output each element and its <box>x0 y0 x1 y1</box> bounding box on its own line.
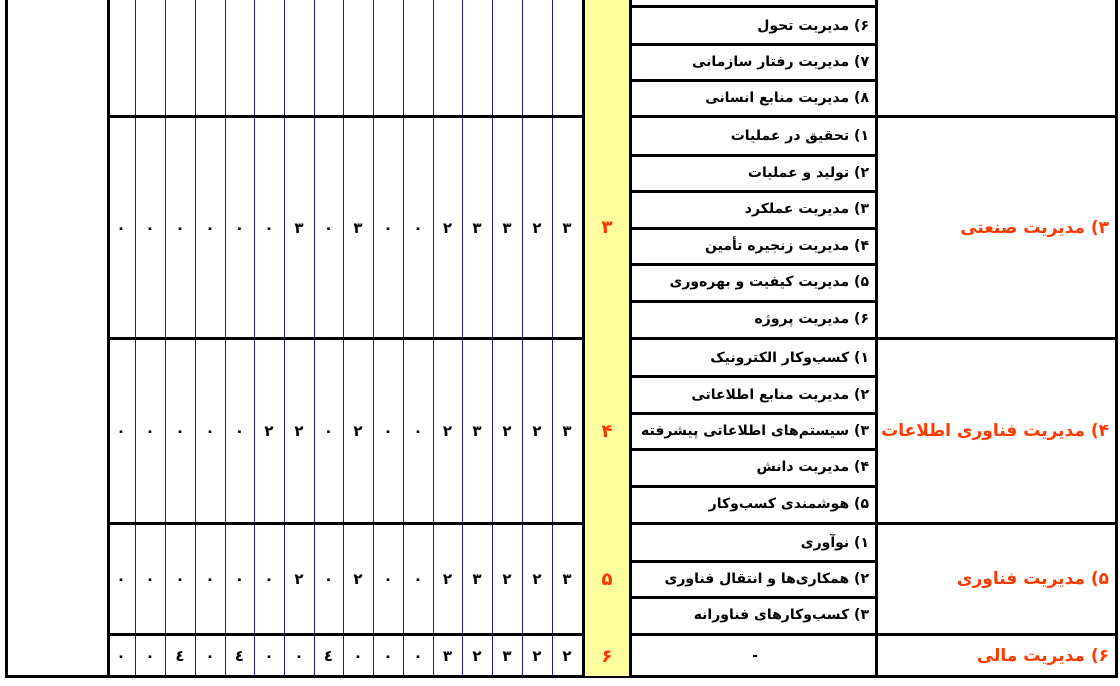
score-cell: ۰ <box>175 218 185 237</box>
subtopic-row: ۱) نوآوری <box>800 535 869 551</box>
score-cell: ۳ <box>562 218 572 237</box>
score-cell: ۲ <box>442 218 453 237</box>
score-cell: ۲ <box>532 218 542 237</box>
score-cell: ۰ <box>205 647 215 665</box>
score-cell: ۲ <box>264 422 274 440</box>
score-cell: ۳ <box>502 218 512 237</box>
score-cell: ۳ <box>442 647 453 665</box>
score-cell: ۲ <box>442 422 453 440</box>
score-cell: ۲ <box>502 422 512 440</box>
subtopic-row: ۶) مدیریت تحول <box>757 17 869 34</box>
score-cell: ۳ <box>562 422 572 440</box>
subtopic-row: ۱) کسب‌وکار الکترونیک <box>710 350 869 367</box>
score-cell: ۰ <box>323 570 334 588</box>
score-cell: ۰ <box>353 647 363 665</box>
score-cell: ۰ <box>145 570 155 588</box>
score-cell: ٤ <box>234 647 245 665</box>
score-cell: ۳ <box>472 422 482 440</box>
subtopic-row: ۴) مدیریت دانش <box>756 459 869 476</box>
weight-cell-s6: ۶ <box>601 645 613 667</box>
score-cell: ۳ <box>472 570 482 588</box>
score-cell: ۰ <box>413 218 423 237</box>
score-cell: ۰ <box>116 218 126 237</box>
score-cell: ۰ <box>234 218 245 237</box>
score-cell: ۰ <box>264 570 274 588</box>
subtopic-row: ۳) مدیریت عملکرد <box>744 201 869 218</box>
score-cell: ۲ <box>502 570 512 588</box>
score-cell: ٤ <box>323 647 334 665</box>
score-cell: ۰ <box>175 570 185 588</box>
subtopic-row: - <box>752 648 758 664</box>
subtopic-row: ۷) مدیریت رفتار سازمانی <box>691 54 869 70</box>
score-cell: ۰ <box>264 647 274 665</box>
score-cell: ۰ <box>383 647 393 665</box>
score-cell: ۰ <box>175 422 185 440</box>
score-cell: ۳ <box>502 647 512 665</box>
weight-cell-s4: ۴ <box>601 420 613 442</box>
score-cell: ۳ <box>294 218 304 237</box>
score-cell: ۰ <box>413 422 423 440</box>
score-cell: ۰ <box>205 422 215 440</box>
subtopic-row: ۸) مدیریت منابع انسانی <box>705 89 869 106</box>
score-cell: ۲ <box>562 647 572 665</box>
score-cell: ۳ <box>353 218 363 237</box>
score-cell: ۰ <box>383 570 393 588</box>
score-cell: ۲ <box>472 647 482 665</box>
subtopic-row: ۳) کسب‌وکارهای فناورانه <box>693 607 869 623</box>
score-cell: ۳ <box>472 218 482 237</box>
score-cell: ۲ <box>294 570 304 588</box>
subtopic-row: ۵) هوشمندی کسب‌وکار <box>708 495 869 512</box>
score-cell: ۰ <box>145 647 155 665</box>
score-cell: ۰ <box>234 422 245 440</box>
score-cell: ۲ <box>294 422 304 440</box>
score-cell: ۰ <box>116 647 126 665</box>
score-cell: ۰ <box>383 422 393 440</box>
subtopic-row: ۵) مدیریت کیفیت و بهره‌وری <box>669 274 869 291</box>
subtopic-row: ۶) مدیریت پروژه <box>754 310 869 327</box>
score-cell: ۰ <box>383 218 393 237</box>
score-cell: ۰ <box>264 218 274 237</box>
score-cell: ۰ <box>413 570 423 588</box>
score-cell: ۰ <box>116 422 126 440</box>
score-cell: ۰ <box>145 422 155 440</box>
score-cell: ۰ <box>234 570 245 588</box>
score-cell: ۰ <box>323 422 334 440</box>
score-cell: ۲ <box>532 647 542 665</box>
score-cell: ٤ <box>175 647 185 665</box>
score-cell: ۰ <box>205 570 215 588</box>
score-cell: ۲ <box>532 570 542 588</box>
category-it-management: ۴) مدیریت فناوری اطلاعات <box>881 421 1109 441</box>
score-cell: ۲ <box>353 422 363 440</box>
category-industrial-management: ۳) مدیریت صنعتی <box>960 217 1109 238</box>
category-technology-management: ۵) مدیریت فناوری <box>956 569 1109 589</box>
score-cell: ۰ <box>205 218 215 237</box>
subtopic-row: ۲) همکاری‌ها و انتقال فناوری <box>664 571 869 587</box>
left-margin-box <box>5 0 108 678</box>
score-cell: ۰ <box>413 647 423 665</box>
score-cell: ۳ <box>562 570 572 588</box>
score-cell: ۰ <box>294 647 304 665</box>
weight-cell-s5: ۵ <box>601 568 613 590</box>
category-financial-management: ۶) مدیریت مالی <box>976 646 1109 666</box>
score-cell: ۰ <box>116 570 126 588</box>
score-cell: ۲ <box>442 570 453 588</box>
score-cell: ۰ <box>145 218 155 237</box>
subtopic-row: ۴) مدیریت زنجیره تأمین <box>705 237 869 254</box>
score-cell: ۲ <box>532 422 542 440</box>
weight-cell-s3: ۳ <box>601 217 613 238</box>
score-cell: ۰ <box>323 218 334 237</box>
subtopic-row: ۳) سیستم‌های اطلاعاتی پیشرفته <box>641 422 869 439</box>
subtopic-row: ۱) تحقیق در عملیات <box>730 128 869 145</box>
subtopic-row: ۲) تولید و عملیات <box>747 164 869 181</box>
subtopic-row: ۲) مدیریت منابع اطلاعاتی <box>691 386 869 403</box>
score-cell: ۲ <box>353 570 363 588</box>
